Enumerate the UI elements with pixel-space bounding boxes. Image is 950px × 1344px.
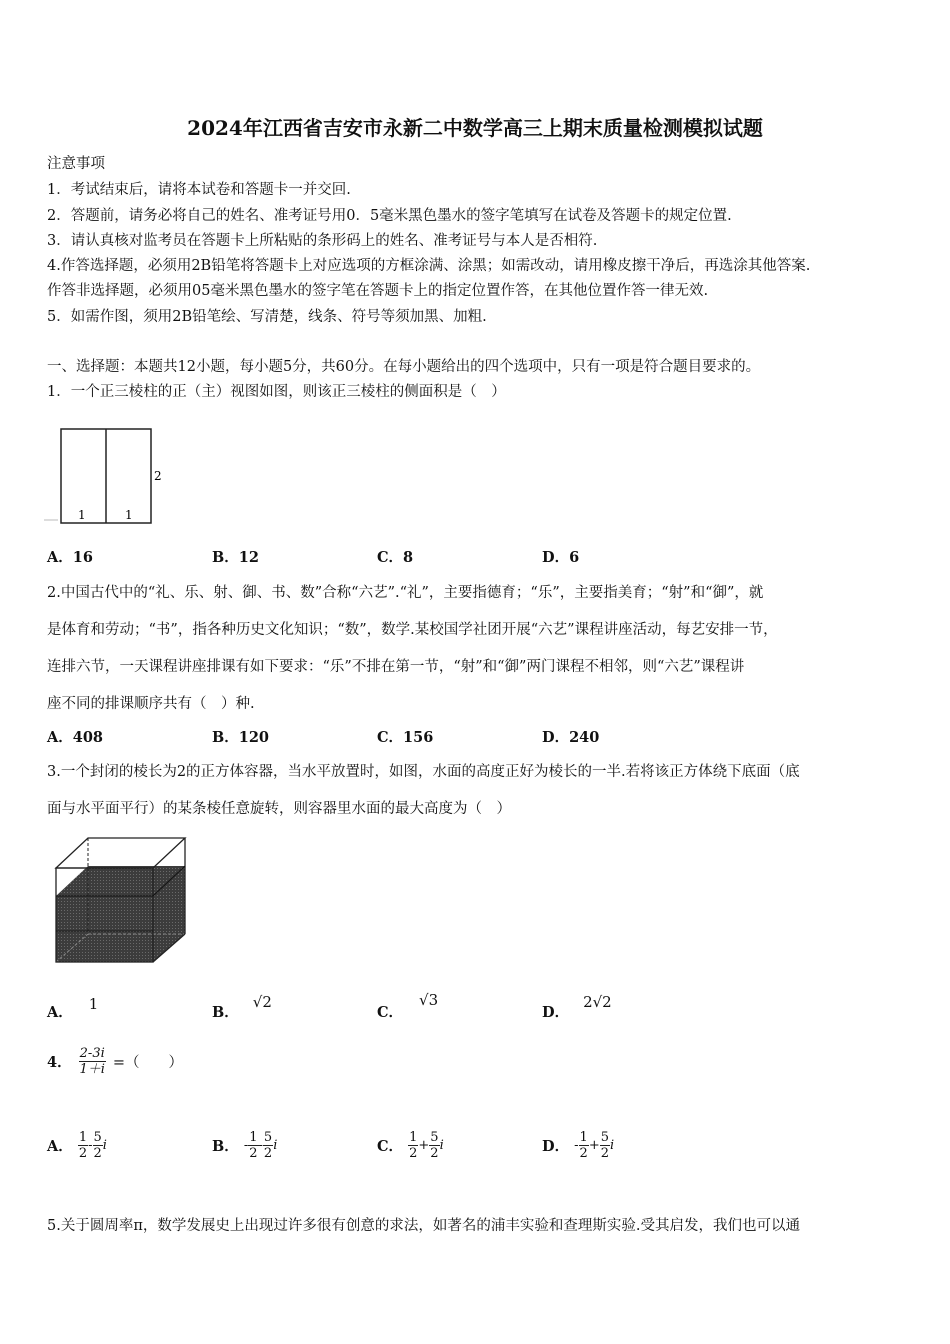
question-2-line: 座不同的排课顺序共有（ ）种. <box>47 696 255 712</box>
figure-label-height: 2 <box>154 469 162 483</box>
section-heading: 一、选择题：本题共12小题，每小题5分，共60分。在每小题给出的四个选项中，只有一项是符合题目要求的。 <box>47 359 761 375</box>
option-c: C．156 <box>377 729 434 746</box>
notice-item: 1．考试结束后，请将本试卷和答题卡一并交回. <box>47 182 351 198</box>
option-a: A． 1 <box>47 995 99 1021</box>
notice-item: 2．答题前，请务必将自己的姓名、准考证号用0．5毫米黑色墨水的签字笔填写在试卷及答题卡的规定位置. <box>47 208 732 224</box>
notice-item: 作答非选择题，必须用05毫米黑色墨水的签字笔在答题卡上的指定位置作答，在其他位置作答一律无效. <box>47 283 709 299</box>
option-b: B．√2 <box>212 993 272 1021</box>
question-5-line: 5.关于圆周率π，数学发展史上出现过许多很有创意的求法，如著名的浦丰实验和查理斯实验.受其启发，我们也可以通 <box>47 1218 800 1234</box>
notice-item: 3．请认真核对监考员在答题卡上所粘贴的条形码上的姓名、准考证号与本人是否相符. <box>47 233 598 249</box>
option-b: B．120 <box>212 729 270 746</box>
question-2-line: 2.中国古代中的“礼、乐、射、御、书、数”合称“六艺”.“礼”，主要指德育；“乐”，主要指美育；“射”和“御”，就 <box>47 585 764 601</box>
option-c: C．√3 <box>377 991 439 1021</box>
option-d-value: 2√2 <box>583 993 612 1011</box>
question-3-line: 面与水平面平行）的某条棱任意旋转，则容器里水面的最大高度为（ ） <box>47 801 511 817</box>
page-title: 2024年江西省吉安市永新二中数学高三上期末质量检测模拟试题 <box>187 116 763 140</box>
option-d: D． - $\frac{1}{2}$ + $\frac{5}{2}$ i <box>542 1130 615 1161</box>
cube-water-figure <box>48 834 188 968</box>
question-1-stem: 1．一个正三棱柱的正（主）视图如图，则该正三棱柱的侧面积是（ ） <box>47 384 506 400</box>
option-b: B．12 <box>212 549 259 566</box>
option-c: C． $\frac{1}{2}$ + $\frac{5}{2}$ i <box>377 1130 444 1161</box>
notice-item: 4.作答选择题，必须用2B铅笔将答题卡上对应选项的方框涂满、涂黑；如需改动，请用橡皮擦干净后，再选涂其他答案. <box>47 258 811 274</box>
option-d: D．240 <box>542 729 600 746</box>
option-c: C．8 <box>377 549 414 566</box>
option-d: D．6 <box>542 549 580 566</box>
question-4-stem: 4． $\frac{2-3i}{1+i}$ =（ ） <box>47 1046 183 1077</box>
figure-label-left: 1 <box>78 508 86 522</box>
option-a-value: 1 <box>88 995 99 1013</box>
notice-heading: 注意事项 <box>47 156 105 172</box>
option-b: B． - $\frac{1}{2}$ - $\frac{5}{2}$ i <box>212 1130 278 1161</box>
option-a: A． $\frac{1}{2}$ - $\frac{5}{2}$ i <box>47 1130 107 1161</box>
figure-label-right: 1 <box>125 508 133 522</box>
option-b-value: √2 <box>252 993 272 1011</box>
option-a: A．16 <box>47 549 93 566</box>
option-a: A．408 <box>47 729 104 746</box>
question-2-line: 连排六节，一天课程讲座排课有如下要求：“乐”不排在第一节，“射”和“御”两门课程不相邻，则“六艺”课程讲 <box>47 659 745 675</box>
option-d: D．2√2 <box>542 993 612 1021</box>
front-view-figure <box>44 420 174 528</box>
question-2-line: 是体育和劳动；“书”，指各种历史文化知识；“数”，数学.某校国学社团开展“六艺”课程讲座活动，每艺安排一节， <box>47 622 778 638</box>
option-c-value: √3 <box>419 991 439 1009</box>
notice-item: 5．如需作图，须用2B铅笔绘、写清楚，线条、符号等须加黑、加粗. <box>47 309 487 325</box>
question-3-line: 3.一个封闭的棱长为2的正方体容器，当水平放置时，如图，水面的高度正好为棱长的一半.若将该正方体绕下底面（底 <box>47 764 800 780</box>
